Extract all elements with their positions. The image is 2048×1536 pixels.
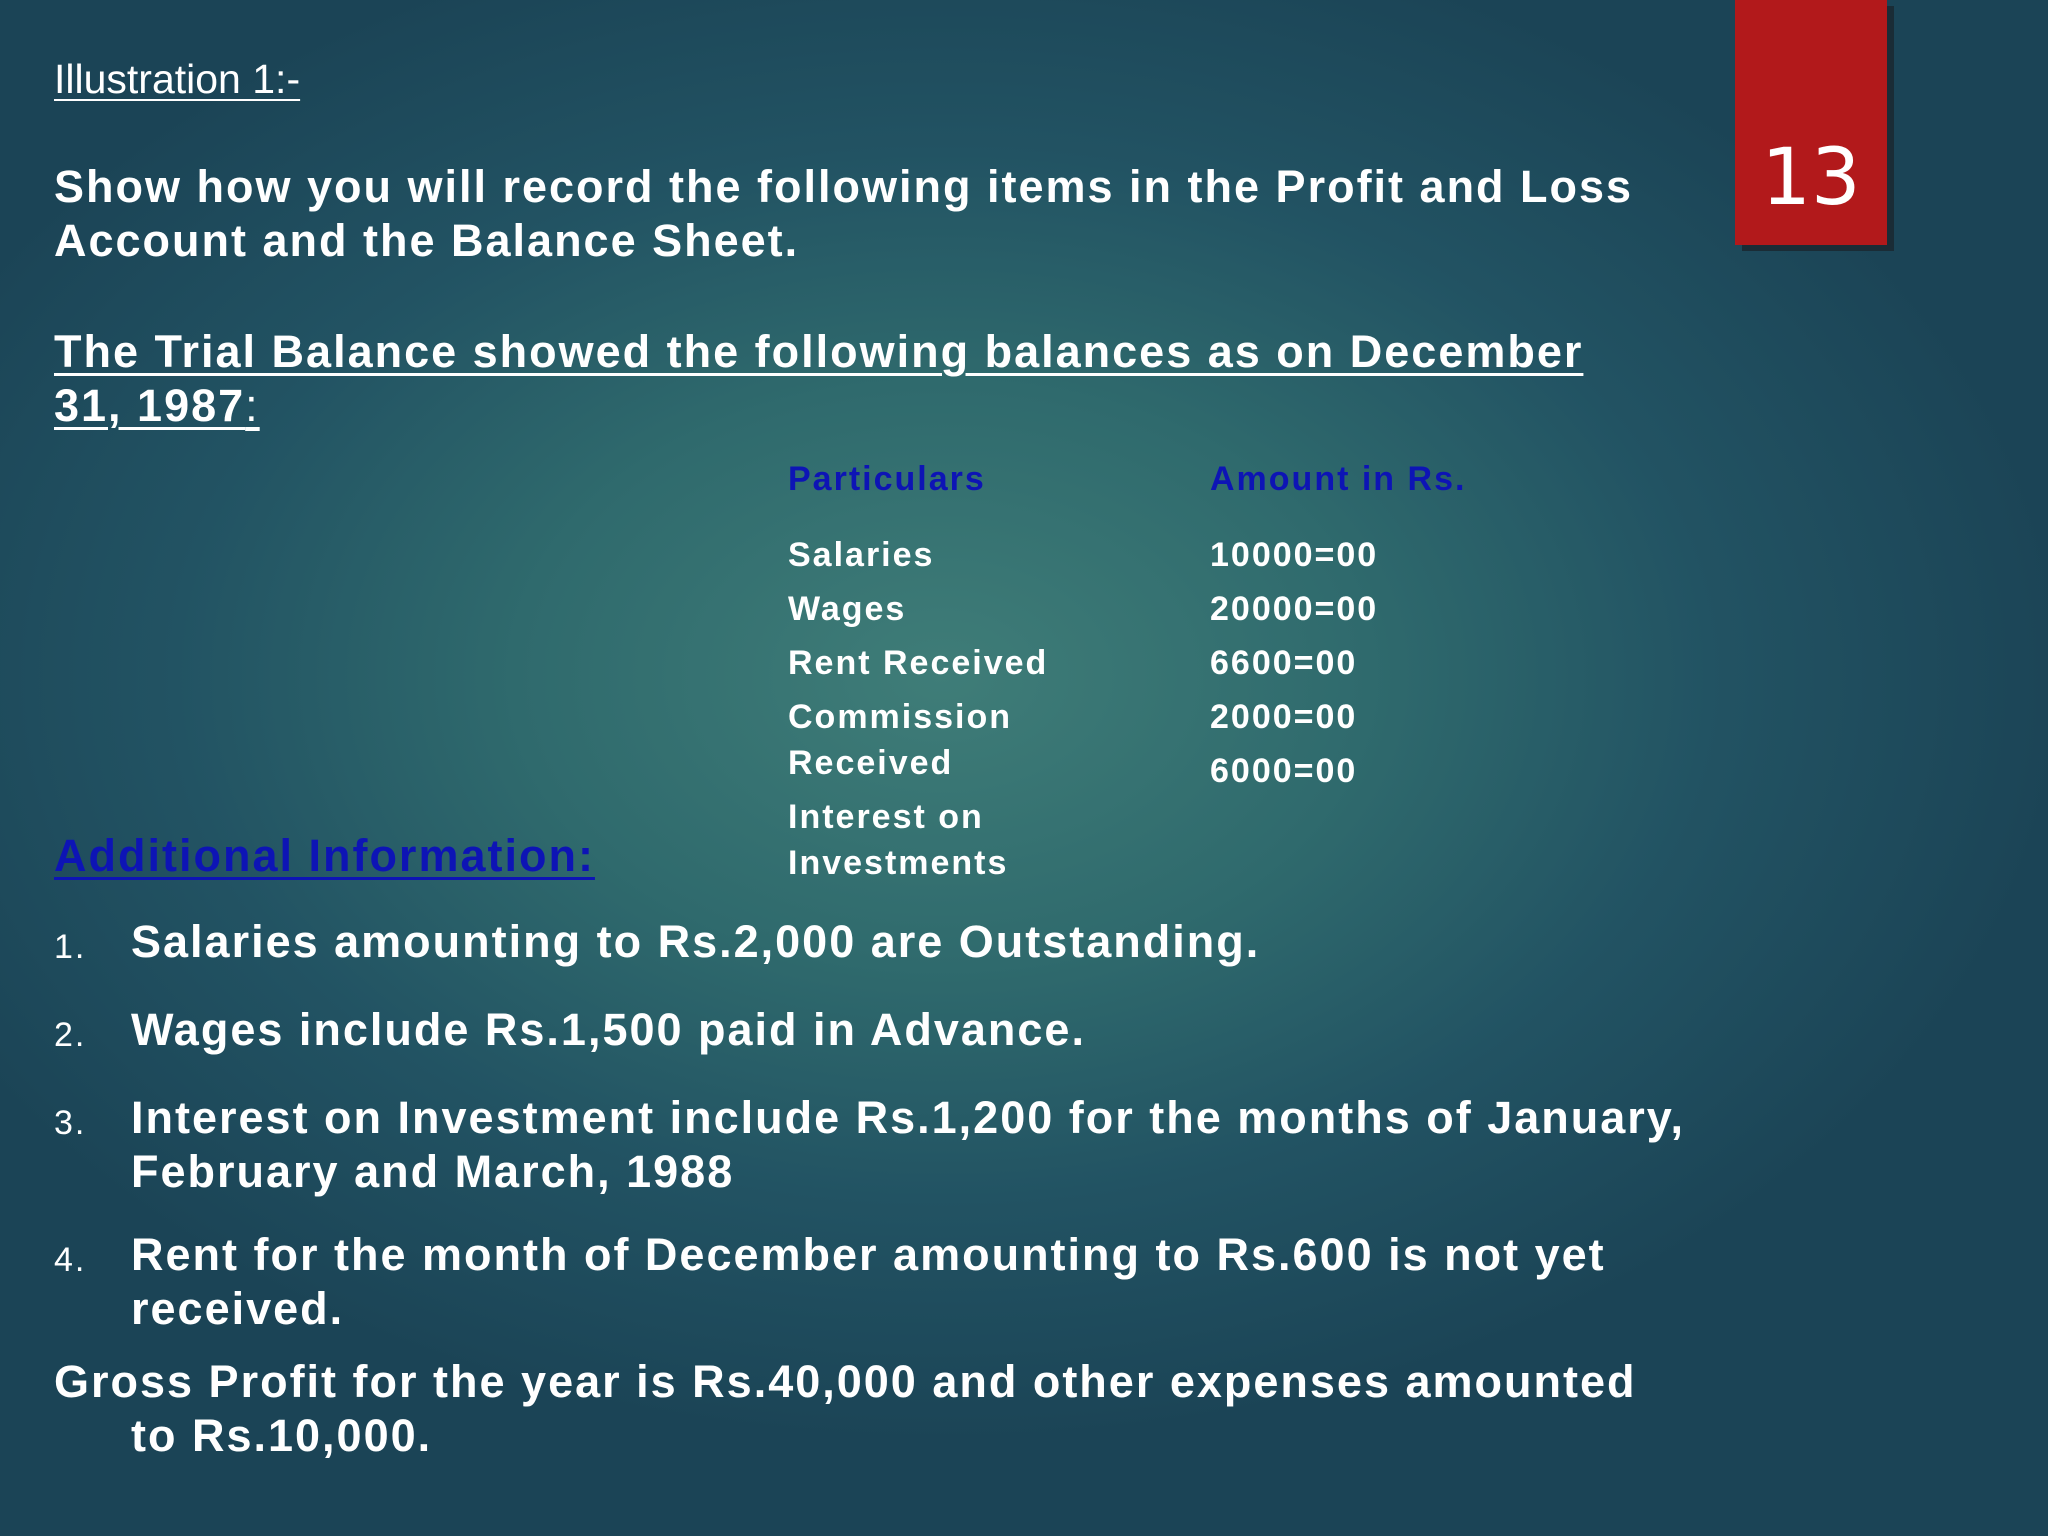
particular-item: Commission Received [788,698,1013,782]
list-item-number: 3. [54,1104,87,1142]
list-item-text: Rent for the month of December amounting to Rs.600 is not yet received. [131,1229,1606,1334]
amount-item: 20000=00 [1210,590,1379,628]
page-number: 13 [1761,133,1861,223]
particulars-header: Particulars [788,460,986,498]
particulars-list [788,532,1088,894]
particular-item: Salaries [788,536,935,574]
list-item-number: 4. [54,1241,87,1279]
amount-item: 10000=00 [1210,536,1379,574]
trial-balance-heading-text: The Trial Balance showed the following balances as on December 31, 1987 [54,326,1584,431]
list-item-text: Interest on Investment include Rs.1,200 for the months of January, February and March, 1988 [131,1092,1685,1197]
amounts-list [1210,532,1378,802]
gross-profit-text: Gross Profit for the year is Rs.40,000 and other expenses amounted to Rs.10,000. [54,1356,1637,1461]
list-item [54,1091,1704,1199]
list-item-number: 2. [54,1016,87,1054]
particular-item: Rent Received [788,644,1049,682]
illustration-title: Illustration 1:- [54,56,301,102]
list-item [54,1228,1704,1336]
list-item-text: Wages include Rs.1,500 paid in Advance. [131,1004,1086,1055]
list-item-number: 1. [54,928,87,966]
list-item-text: Salaries amounting to Rs.2,000 are Outstanding. [131,916,1261,967]
list-item [54,915,1704,974]
amount-item: 6600=00 [1210,644,1358,682]
trial-balance-heading-colon: : [245,380,260,431]
list-item [54,1003,1704,1062]
additional-info-heading: Additional Information: [54,830,595,881]
particular-item: Wages [788,590,907,628]
amount-header: Amount in Rs. [1210,460,1467,498]
trial-balance-heading [54,325,1654,433]
page-number-badge [1735,0,1887,245]
additional-info-list [54,915,1704,1365]
amount-item: 6000=00 [1210,752,1358,790]
intro-text: Show how you will record the following items in the Profit and Loss Account and the Balance Sheet. [54,161,1634,266]
amount-item: 2000=00 [1210,698,1358,736]
particular-item: Interest on Investments [788,798,1009,882]
